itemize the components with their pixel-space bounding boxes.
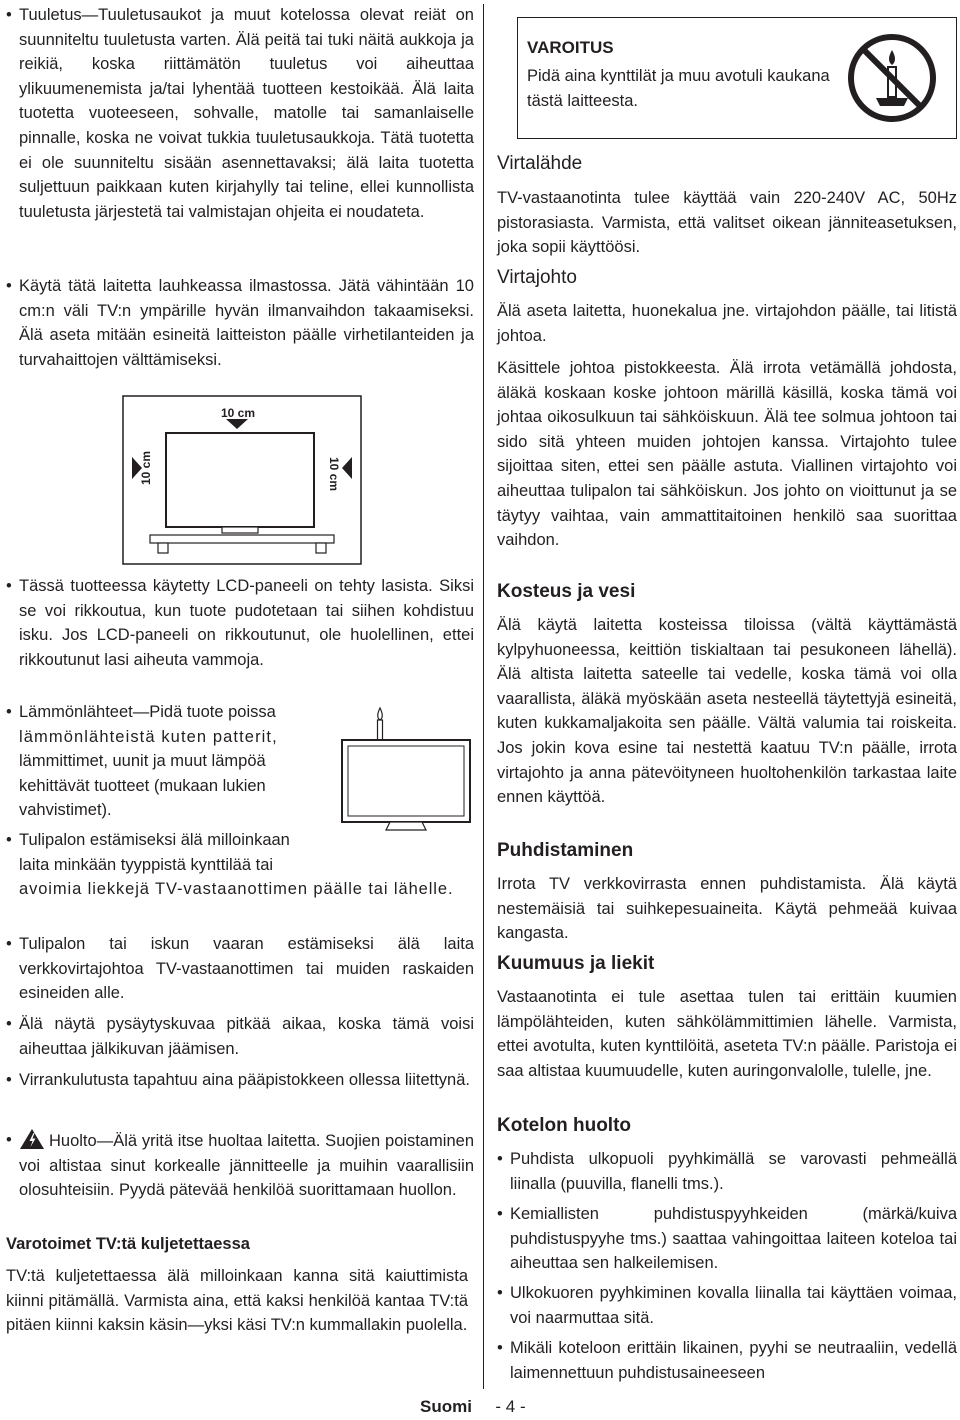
bullet-power-consumption: • Virrankulutusta tapahtuu aina pääpistokkeen ollessa liitettynä.: [6, 1068, 474, 1093]
no-open-flame-icon: [846, 32, 938, 124]
service-text: Huolto—Älä yritä itse huoltaa laitetta. Suojien poistaminen voi altistaa sinut korkealle jännitteelle ja muihin vaarallisiin olosuhteisiin. Pyydä pätevää henkilöä suorittamaan huollon.: [19, 1132, 474, 1200]
paragraph-moisture: Älä käytä laitetta kosteissa tiloissa (vältä käyttämästä kylpyhuoneessa, keittiön tiskialtaan tai pesukoneen lähellä). Älä altista laitetta sateelle tai vedelle, koska tämä voi olla vaarallista, äläkä myöskään aseta nesteellä täytettyjä esineitä, kuten kukkamaljakoita sen päälle. Vältä valumia tai roiskeita. Jos jokin kova esine tai nestettä kaatuu TV:n päälle, irrota virtajohto ja anna pätevöityneen huoltohenkilön tarkastaa laite ennen käyttöä.: [497, 616, 957, 807]
candles-text: [6, 828, 468, 902]
label-top: 10 cm: [220, 406, 256, 420]
heat-sources-text: [6, 700, 339, 823]
heading-power-cord: Virtajohto: [497, 267, 577, 288]
bullet-cabinet-4: • Mikäli koteloon erittäin likainen, pyyhi se neutraaliin, vedellä laimennettuun puhdistusaineeseen: [497, 1336, 957, 1385]
paragraph-power-cord-2: Käsittele johtoa pistokkeesta. Älä irrota vetämällä johdosta, äläkä koskaan koske johtoon märillä käsillä, koska tämä voi johtaa oikosulkuun tai sähköiskuun. Älä tee solmua johtoon tai sido sitä yhteen muiden johtojen kanssa. Virtajohto tulee sijoittaa siten, ettei sen päälle astuta. Viallinen virtajohto voi aiheuttaa tulipalon tai sähköiskun. Jos johto on vioittunut ja se täytyy vaihtaa, vain ammattitaitoinen henkilö saa suorittaa vaihdon.: [497, 359, 957, 550]
heading-cabinet-care: Kotelon huolto: [497, 1115, 632, 1136]
warning-box: [517, 17, 957, 139]
candles-line: • Tulipalon estämiseksi älä milloinkaan: [19, 831, 290, 849]
heading-transport: Varotoimet TV:tä kuljetettaessa: [6, 1235, 250, 1253]
heat-line: lämmittimet, uunit ja muut lämpöä: [19, 752, 266, 771]
tv-outline: [166, 433, 314, 527]
candles-line: avoimia liekkejä TV-vastaanottimen päälle tai lähelle.: [19, 880, 454, 899]
footer-page-number: - 4 -: [495, 1397, 526, 1416]
warning-text: Pidä aina kynttilät ja muu avotuli kaukana tästä laitteesta.: [527, 67, 830, 110]
bullet-ventilation: • Tuuletus—Tuuletusaukot ja muut kotelossa olevat reiät on suunniteltu tuuletusta varten. Älä peitä tai tuki näitä aukkoja ja reikiä, koska riittämätön tuuletus voi aiheuttaa ylikuumenemista ja/tai lyhentää tuotteen kestoikää. Älä laita tuotetta vuoteeseen, sohvalle, matolle tai samanlaiselle pinnalle, koska ne voivat tukkia tuuletusaukkoja. Tätä tuotetta ei ole suunniteltu sisään asennettavaksi; älä laita tuotetta suljettuun paikkaan kuten kirjahylly tai teline, ellei kunnollista tuuletusta järjestetä tai valmistajan ohjeita ei noudateta.: [6, 3, 474, 224]
bullet-power-cord: • Tulipalon tai iskun vaaran estämiseksi älä laita verkkovirtajohtoa TV-vastaanottimen tai muiden raskaiden esineiden alle.: [6, 932, 474, 1006]
heading-cleaning: Puhdistaminen: [497, 840, 634, 861]
heat-line: vahvistimet).: [19, 801, 112, 820]
heat-line: lämmönlähteistä kuten patterit,: [19, 727, 278, 746]
paragraph-transport: TV:tä kuljetettaessa älä milloinkaan kanna sitä kaiuttimista kiinni pitämällä. Varmista aina, että kaksi henkilöä kantaa TV:tä pitäen kiinni kaksin käsin—yksi käsi TV:n kummallakin puolella.: [6, 1267, 468, 1335]
bullet-cabinet-2: • Kemiallisten puhdistuspyyhkeiden (märkä/kuiva puhdistuspyyhe tms.) saattaa vahingoittaa laiteen koteloa tai aiheuttaa sen halkeilemisen.: [497, 1202, 957, 1276]
bullet-lcd-glass: • Tässä tuotteessa käytetty LCD-paneeli on tehty lasista. Siksi se voi rikkoutua, kun tuote pudotetaan tai siihen kohdistuu isku. Jos LCD-paneeli on rikkoutunut, ole huolellinen, ettei rikkoutunut lasi aiheuta vammoja.: [6, 574, 474, 672]
column-divider: [483, 4, 484, 1389]
heat-line: kehittävät tuotteet (mukaan lukien: [19, 776, 266, 795]
label-left: 10 cm: [139, 450, 153, 485]
heading-moisture: Kosteus ja vesi: [497, 581, 636, 602]
candles-line: laita minkään tyyppistä kynttilää tai: [19, 855, 274, 874]
footer-language: Suomi: [420, 1397, 472, 1416]
bullet-still-image: • Älä näytä pysäytyskuvaa pitkää aikaa, koska tämä voisi aiheuttaa jälkikuvan jäämisen.: [6, 1012, 474, 1061]
heading-heat-flames: Kuumuus ja liekit: [497, 953, 655, 974]
tv-clearance-figure: [122, 395, 362, 565]
bullet-candles: [6, 828, 468, 902]
heat-line: • Lämmönlähteet—Pidä tuote poissa: [19, 703, 276, 721]
bullet-climate: • Käytä tätä laitetta lauhkeassa ilmastossa. Jätä vähintään 10 cm:n väli TV:n ympärille hyvän ilmanvaihdon takaamiseksi. Älä aseta mitään esineitä laitteiston päälle virhetilanteiden ja turvahaittojen välttämiseksi.: [6, 274, 474, 372]
warning-icon: [19, 1128, 45, 1150]
tv-candle-figure: [340, 706, 472, 834]
paragraph-heat-flames: Vastaanotinta ei tule asettaa tulen tai erittäin kuumien lämpölähteiden, kuten sähkölämmittimien lähelle. Varmista, ettei avotulta, kuten kynttilöitä, aseteta TV:n päälle. Paristoja ei saa altistaa kuumuudelle, kuten auringonvalolle, tulelle, jne.: [497, 988, 957, 1080]
bullet-service: [6, 1128, 474, 1203]
paragraph-cleaning: Irrota TV verkkovirrasta ennen puhdistamista. Älä käytä nestemäisiä tai suihkepesuaineita. Käytä pehmeää kuivaa kangasta.: [497, 875, 957, 943]
label-right: 10 cm: [327, 457, 341, 492]
paragraph-power-cord-1: Älä aseta laitetta, huonekalua jne. virtajohdon päälle, tai litistä johtoa.: [497, 302, 957, 345]
bullet-cabinet-3: • Ulkokuoren pyyhkiminen kovalla liinalla tai käyttäen voimaa, voi naarmuttaa sitä.: [497, 1281, 957, 1330]
heading-power-source: Virtalähde: [497, 153, 583, 174]
paragraph-power-source: TV-vastaanotinta tulee käyttää vain 220-240V AC, 50Hz pistorasiasta. Varmista, että valitset oikean jänniteasetuksen, joka sopii käyttöösi.: [497, 189, 957, 257]
page-footer: [420, 1395, 526, 1420]
warning-title: VAROITUS: [527, 38, 614, 57]
bullet-cabinet-1: • Puhdista ulkopuoli pyyhkimällä se varovasti pehmeällä liinalla (puuvilla, flanelli tms.).: [497, 1147, 957, 1196]
